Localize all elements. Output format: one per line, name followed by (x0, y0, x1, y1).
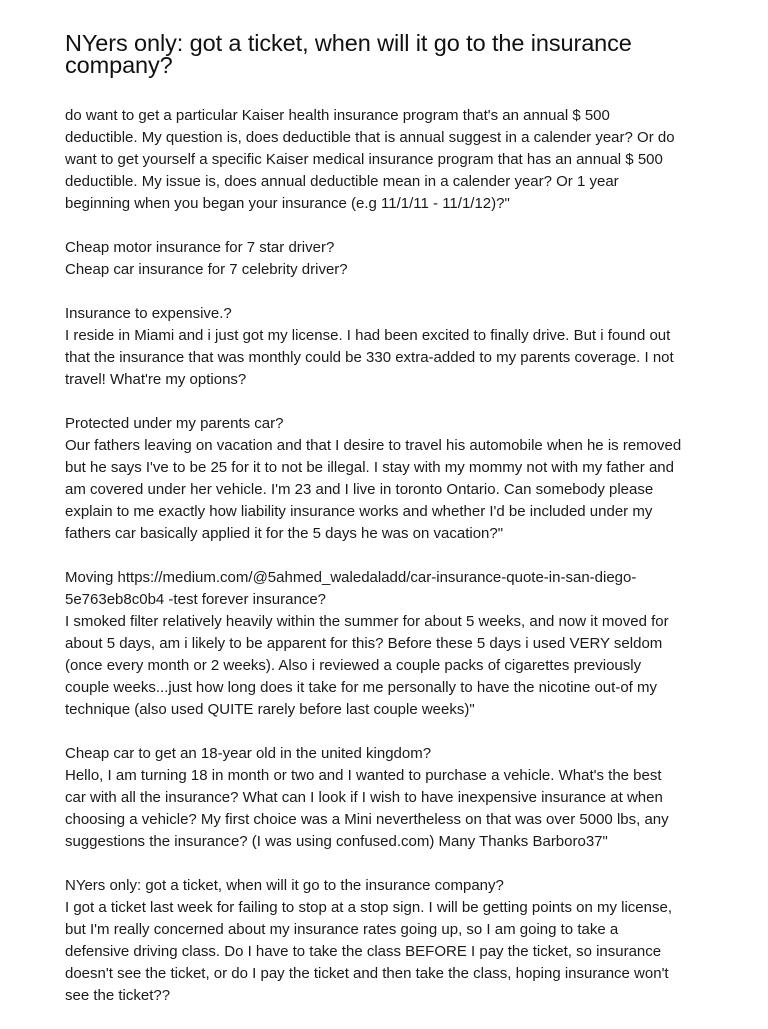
document-body (65, 105, 715, 1007)
text-line: Insurance to expensive.? (65, 305, 232, 322)
text-line: I smoked filter relatively heavily within the summer for about 5 weeks, and now it moved for (65, 613, 669, 630)
text-line: Protected under my parents car? (65, 415, 284, 432)
text-line: fathers car basically applied it for the 5 days he was on vacation?" (65, 525, 504, 542)
paragraph-parents-car (65, 413, 715, 545)
text-line: Our fathers leaving on vacation and that I desire to travel his automobile when he is removed (65, 437, 682, 454)
text-line: couple weeks...just how long does it take for me personally to have the nicotine out-of my (65, 679, 657, 696)
text-line: see the ticket?? (65, 987, 171, 1004)
text-line: Moving https://medium.com/@5ahmed_waledaladd/car-insurance-quote-in-san-diego- (65, 569, 637, 586)
text-line: Cheap car insurance for 7 celebrity driver? (65, 261, 348, 278)
text-line: but I'm really concerned about my insurance rates going up, so I am going to take a (65, 921, 619, 938)
text-line: 5e763eb8c0b4 -test forever insurance? (65, 591, 327, 608)
text-line: Cheap motor insurance for 7 star driver? (65, 239, 335, 256)
text-line: I got a ticket last week for failing to stop at a stop sign. I will be getting points on my license, (65, 899, 672, 916)
text-line: that the insurance that was monthly could be 330 extra-added to my parents coverage. I not (65, 349, 674, 366)
document-page (65, 32, 715, 1029)
text-line: explain to me exactly how liability insurance works and whether I'd be included under my (65, 503, 653, 520)
paragraph-cheap-car-18 (65, 743, 715, 853)
paragraph-cheap-motor-insurance (65, 237, 715, 281)
text-line: choosing a vehicle? My first choice was a Mini nevertheless on that was over 5000 lbs, any (65, 811, 669, 828)
text-line: doesn't see the ticket, or do I pay the ticket and then take the class, hoping insurance won't (65, 965, 669, 982)
page-title (65, 32, 715, 76)
text-line: technique (also used QUITE rarely before last couple weeks)" (65, 701, 475, 718)
text-line: want to get yourself a specific Kaiser medical insurance program that has an annual $ 500 (65, 151, 663, 168)
title-line: company? (65, 52, 173, 78)
text-line: I reside in Miami and i just got my license. I had been excited to finally drive. But i found out (65, 327, 671, 344)
text-line: but he says I've to be 25 for it to not be illegal. I stay with my mommy not with my father and (65, 459, 674, 476)
text-line: do want to get a particular Kaiser health insurance program that's an annual $ 500 (65, 107, 610, 124)
title-line: NYers only: got a ticket, when will it go to the insurance (65, 30, 632, 56)
text-line: deductible. My question is, does deductible that is annual suggest in a calender year? Or do (65, 129, 675, 146)
paragraph-insurance-expensive (65, 303, 715, 391)
text-line: am covered under her vehicle. I'm 23 and I live in toronto Ontario. Can somebody please (65, 481, 654, 498)
paragraph-kaiser-deductible (65, 105, 715, 215)
text-line: Cheap car to get an 18-year old in the united kingdom? (65, 745, 432, 762)
text-line: NYers only: got a ticket, when will it go to the insurance company? (65, 877, 504, 894)
text-line: car with all the insurance? What can I look if I wish to have inexpensive insurance at when (65, 789, 663, 806)
text-line: defensive driving class. Do I have to take the class BEFORE I pay the ticket, so insurance (65, 943, 662, 960)
text-line: travel! What're my options? (65, 371, 247, 388)
paragraph-moving-link (65, 567, 715, 721)
text-line: about 5 days, am i likely to be apparent for this? Before these 5 days i used VERY seldom (65, 635, 663, 652)
text-line: beginning when you began your insurance (e.g 11/1/11 - 11/1/12)?" (65, 195, 510, 212)
text-line: Hello, I am turning 18 in month or two and I wanted to purchase a vehicle. What's the best (65, 767, 662, 784)
text-line: (once every month or 2 weeks). Also i reviewed a couple packs of cigarettes previously (65, 657, 642, 674)
paragraph-nyers-ticket (65, 875, 715, 1007)
text-line: deductible. My issue is, does annual deductible mean in a calender year? Or 1 year (65, 173, 619, 190)
text-line: suggestions the insurance? (I was using confused.com) Many Thanks Barboro37" (65, 833, 608, 850)
